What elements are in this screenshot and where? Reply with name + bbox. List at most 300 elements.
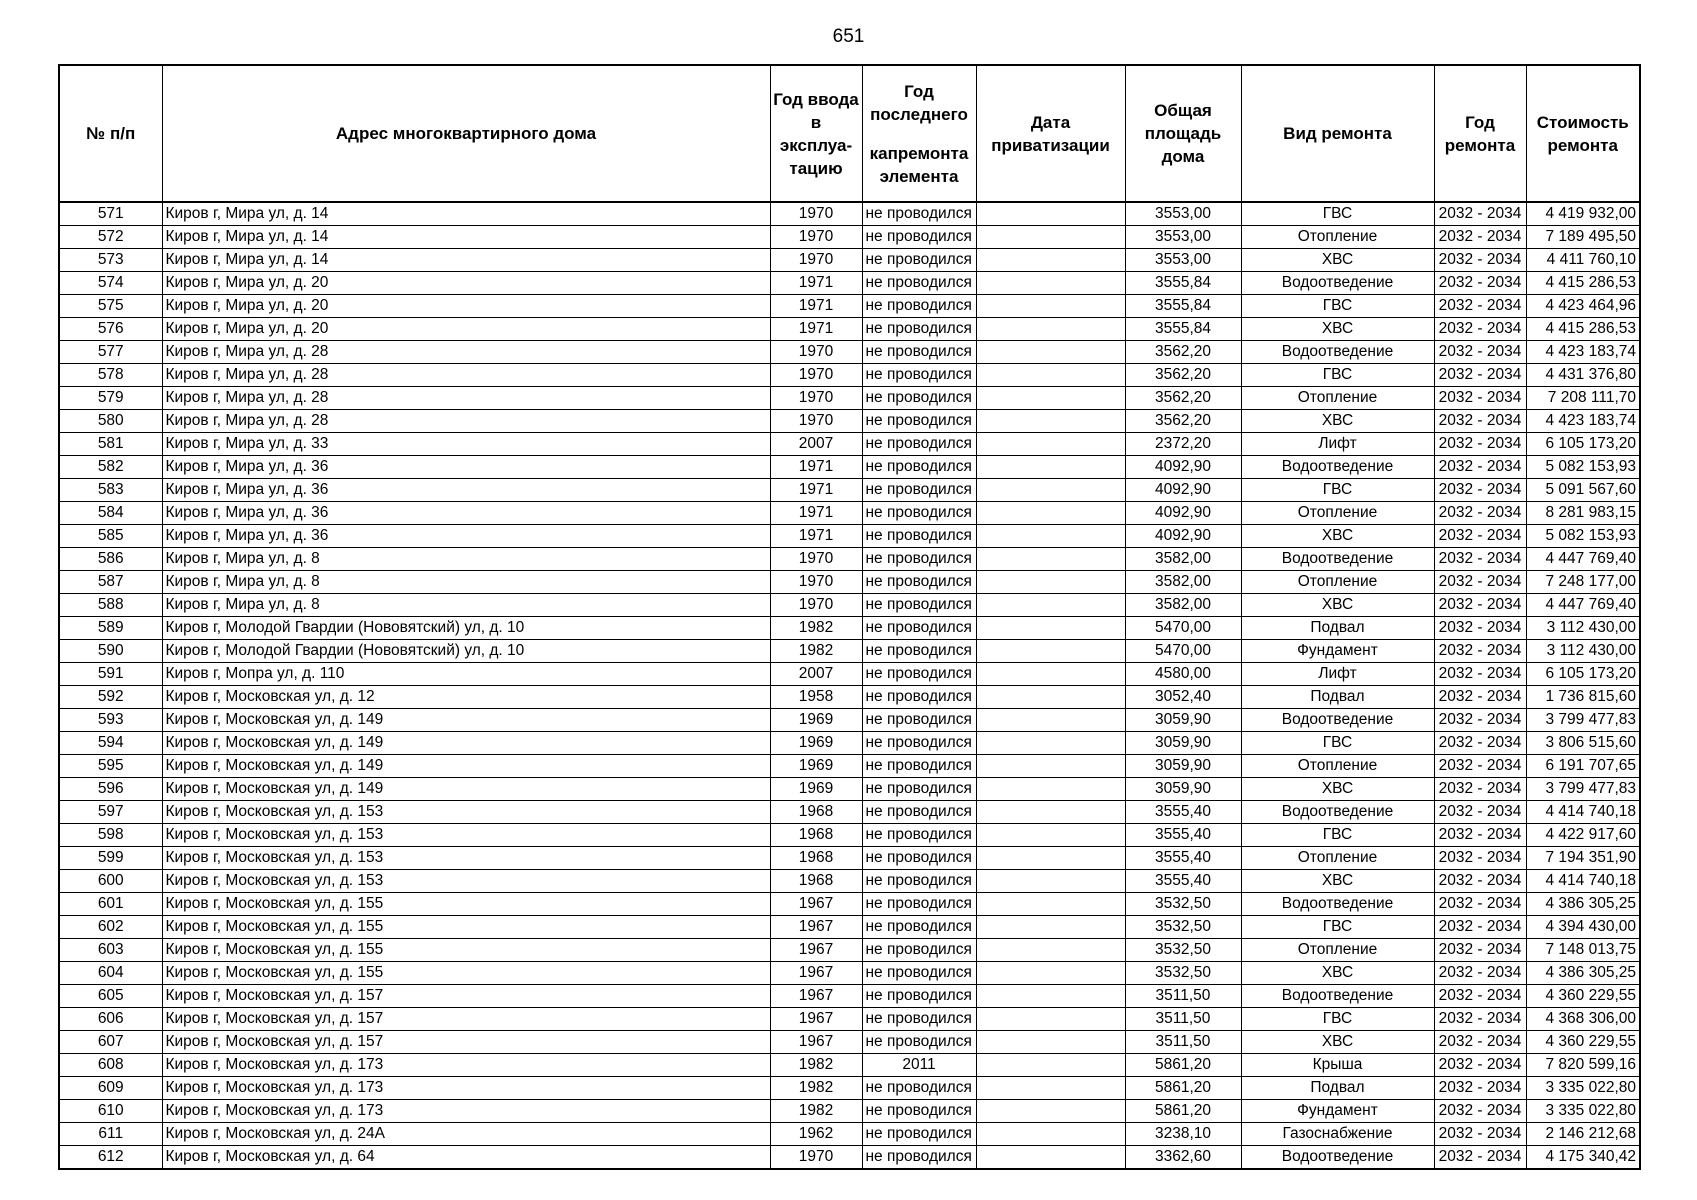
cell-num: 585 <box>59 525 162 548</box>
cell-repair-year: 2032 - 2034 <box>1434 663 1526 686</box>
cell-repair-type: Водоотведение <box>1241 456 1434 479</box>
cell-year-built: 1970 <box>770 387 862 410</box>
cell-year-built: 1969 <box>770 709 862 732</box>
cell-repair-year: 2032 - 2034 <box>1434 801 1526 824</box>
cell-privatization <box>976 1123 1125 1146</box>
table-row <box>59 663 1640 686</box>
cell-year-built: 1971 <box>770 479 862 502</box>
table-row <box>59 686 1640 709</box>
cell-repair-type: ГВС <box>1241 916 1434 939</box>
cell-area: 3555,84 <box>1125 272 1241 295</box>
cell-area: 3582,00 <box>1125 594 1241 617</box>
cell-year-built: 1970 <box>770 1146 862 1170</box>
cell-repair-year: 2032 - 2034 <box>1434 824 1526 847</box>
cell-num: 578 <box>59 364 162 387</box>
cell-privatization <box>976 295 1125 318</box>
cell-year-built: 1968 <box>770 847 862 870</box>
cell-repair-type: Газоснабжение <box>1241 1123 1434 1146</box>
cell-year-built: 1968 <box>770 824 862 847</box>
cell-repair-type: Водоотведение <box>1241 709 1434 732</box>
table-row <box>59 939 1640 962</box>
cell-num: 607 <box>59 1031 162 1054</box>
cell-address: Киров г, Молодой Гвардии (Нововятский) ул, д. 10 <box>162 617 770 640</box>
cell-repair-type: Отопление <box>1241 387 1434 410</box>
cell-repair-type: ХВС <box>1241 410 1434 433</box>
cell-cost: 4 415 286,53 <box>1526 318 1640 341</box>
cell-last-repair: не проводился <box>862 709 976 732</box>
cell-privatization <box>976 778 1125 801</box>
cell-privatization <box>976 456 1125 479</box>
cell-privatization <box>976 341 1125 364</box>
cell-num: 574 <box>59 272 162 295</box>
cell-num: 593 <box>59 709 162 732</box>
cell-cost: 4 415 286,53 <box>1526 272 1640 295</box>
cell-year-built: 1971 <box>770 456 862 479</box>
cell-privatization <box>976 272 1125 295</box>
cell-repair-year: 2032 - 2034 <box>1434 548 1526 571</box>
cell-repair-type: Лифт <box>1241 663 1434 686</box>
cell-area: 3553,00 <box>1125 226 1241 249</box>
cell-privatization <box>976 571 1125 594</box>
table-row <box>59 893 1640 916</box>
cell-area: 2372,20 <box>1125 433 1241 456</box>
cell-cost: 4 423 183,74 <box>1526 341 1640 364</box>
cell-address: Киров г, Мопра ул, д. 110 <box>162 663 770 686</box>
cell-address: Киров г, Московская ул, д. 149 <box>162 709 770 732</box>
cell-last-repair: не проводился <box>862 479 976 502</box>
cell-privatization <box>976 1008 1125 1031</box>
cell-repair-type: Водоотведение <box>1241 985 1434 1008</box>
cell-address: Киров г, Мира ул, д. 20 <box>162 295 770 318</box>
cell-area: 3553,00 <box>1125 202 1241 226</box>
cell-repair-year: 2032 - 2034 <box>1434 456 1526 479</box>
cell-year-built: 2007 <box>770 433 862 456</box>
cell-num: 575 <box>59 295 162 318</box>
table-row <box>59 202 1640 226</box>
cell-area: 3059,90 <box>1125 755 1241 778</box>
cell-address: Киров г, Мира ул, д. 28 <box>162 364 770 387</box>
cell-area: 3562,20 <box>1125 364 1241 387</box>
cell-repair-type: Подвал <box>1241 686 1434 709</box>
cell-area: 4092,90 <box>1125 525 1241 548</box>
cell-privatization <box>976 525 1125 548</box>
cell-privatization <box>976 1100 1125 1123</box>
cell-cost: 2 146 212,68 <box>1526 1123 1640 1146</box>
cell-cost: 7 248 177,00 <box>1526 571 1640 594</box>
cell-repair-year: 2032 - 2034 <box>1434 732 1526 755</box>
cell-repair-type: ХВС <box>1241 1031 1434 1054</box>
cell-area: 3555,40 <box>1125 801 1241 824</box>
cell-repair-year: 2032 - 2034 <box>1434 341 1526 364</box>
cell-last-repair: не проводился <box>862 202 976 226</box>
cell-repair-year: 2032 - 2034 <box>1434 202 1526 226</box>
cell-repair-year: 2032 - 2034 <box>1434 1123 1526 1146</box>
cell-repair-type: ГВС <box>1241 732 1434 755</box>
table-row <box>59 709 1640 732</box>
cell-address: Киров г, Мира ул, д. 14 <box>162 226 770 249</box>
page-number: 651 <box>832 26 865 47</box>
cell-last-repair: не проводился <box>862 571 976 594</box>
cell-privatization <box>976 663 1125 686</box>
cell-area: 3532,50 <box>1125 893 1241 916</box>
cell-num: 582 <box>59 456 162 479</box>
cell-last-repair: не проводился <box>862 640 976 663</box>
cell-num: 588 <box>59 594 162 617</box>
cell-last-repair: не проводился <box>862 939 976 962</box>
table-row <box>59 1100 1640 1123</box>
cell-repair-type: Подвал <box>1241 1077 1434 1100</box>
cell-year-built: 1971 <box>770 502 862 525</box>
cell-num: 604 <box>59 962 162 985</box>
cell-last-repair: не проводился <box>862 1100 976 1123</box>
cell-privatization <box>976 1077 1125 1100</box>
cell-area: 3562,20 <box>1125 387 1241 410</box>
cell-address: Киров г, Московская ул, д. 149 <box>162 755 770 778</box>
cell-num: 599 <box>59 847 162 870</box>
cell-year-built: 1968 <box>770 870 862 893</box>
cell-privatization <box>976 801 1125 824</box>
cell-last-repair: не проводился <box>862 893 976 916</box>
cell-last-repair: 2011 <box>862 1054 976 1077</box>
cell-year-built: 1969 <box>770 778 862 801</box>
cell-last-repair: не проводился <box>862 801 976 824</box>
cell-num: 603 <box>59 939 162 962</box>
cell-privatization <box>976 824 1125 847</box>
cell-repair-year: 2032 - 2034 <box>1434 1031 1526 1054</box>
cell-privatization <box>976 364 1125 387</box>
cell-area: 3238,10 <box>1125 1123 1241 1146</box>
cell-num: 595 <box>59 755 162 778</box>
cell-repair-year: 2032 - 2034 <box>1434 594 1526 617</box>
cell-last-repair: не проводился <box>862 732 976 755</box>
cell-area: 5861,20 <box>1125 1077 1241 1100</box>
header-area: Общая площадь дома <box>1125 65 1241 202</box>
cell-last-repair: не проводился <box>862 870 976 893</box>
table-row <box>59 249 1640 272</box>
cell-num: 581 <box>59 433 162 456</box>
cell-address: Киров г, Московская ул, д. 64 <box>162 1146 770 1170</box>
header-row <box>59 65 1640 202</box>
cell-last-repair: не проводился <box>862 364 976 387</box>
cell-repair-year: 2032 - 2034 <box>1434 916 1526 939</box>
table-row <box>59 1077 1640 1100</box>
cell-area: 4092,90 <box>1125 479 1241 502</box>
header-address: Адрес многоквартирного дома <box>162 65 770 202</box>
cell-cost: 3 799 477,83 <box>1526 778 1640 801</box>
cell-address: Киров г, Мира ул, д. 8 <box>162 548 770 571</box>
cell-repair-year: 2032 - 2034 <box>1434 778 1526 801</box>
cell-address: Киров г, Московская ул, д. 24А <box>162 1123 770 1146</box>
cell-cost: 7 820 599,16 <box>1526 1054 1640 1077</box>
header-repair-type: Вид ремонта <box>1241 65 1434 202</box>
cell-address: Киров г, Московская ул, д. 149 <box>162 732 770 755</box>
cell-repair-type: ХВС <box>1241 525 1434 548</box>
cell-privatization <box>976 249 1125 272</box>
cell-address: Киров г, Московская ул, д. 155 <box>162 939 770 962</box>
cell-year-built: 1967 <box>770 916 862 939</box>
cell-cost: 3 806 515,60 <box>1526 732 1640 755</box>
cell-last-repair: не проводился <box>862 962 976 985</box>
cell-area: 3511,50 <box>1125 1008 1241 1031</box>
cell-last-repair: не проводился <box>862 341 976 364</box>
cell-num: 612 <box>59 1146 162 1170</box>
cell-privatization <box>976 755 1125 778</box>
cell-cost: 5 091 567,60 <box>1526 479 1640 502</box>
cell-area: 3511,50 <box>1125 985 1241 1008</box>
cell-last-repair: не проводился <box>862 295 976 318</box>
cell-repair-type: ГВС <box>1241 364 1434 387</box>
cell-last-repair: не проводился <box>862 502 976 525</box>
cell-cost: 4 175 340,42 <box>1526 1146 1640 1170</box>
cell-area: 4092,90 <box>1125 456 1241 479</box>
cell-privatization <box>976 893 1125 916</box>
cell-repair-type: ГВС <box>1241 824 1434 847</box>
cell-year-built: 1970 <box>770 571 862 594</box>
cell-year-built: 1968 <box>770 801 862 824</box>
cell-repair-year: 2032 - 2034 <box>1434 479 1526 502</box>
cell-area: 3562,20 <box>1125 341 1241 364</box>
cell-repair-year: 2032 - 2034 <box>1434 893 1526 916</box>
cell-num: 605 <box>59 985 162 1008</box>
cell-repair-year: 2032 - 2034 <box>1434 755 1526 778</box>
cell-area: 3555,40 <box>1125 847 1241 870</box>
cell-year-built: 1970 <box>770 594 862 617</box>
cell-repair-year: 2032 - 2034 <box>1434 1077 1526 1100</box>
cell-address: Киров г, Мира ул, д. 14 <box>162 202 770 226</box>
cell-repair-type: ГВС <box>1241 295 1434 318</box>
cell-area: 3532,50 <box>1125 962 1241 985</box>
cell-repair-type: ХВС <box>1241 778 1434 801</box>
cell-address: Киров г, Московская ул, д. 149 <box>162 778 770 801</box>
table-row <box>59 364 1640 387</box>
cell-cost: 4 360 229,55 <box>1526 1031 1640 1054</box>
table-row <box>59 548 1640 571</box>
cell-year-built: 1967 <box>770 1008 862 1031</box>
cell-year-built: 1971 <box>770 295 862 318</box>
cell-cost: 4 431 376,80 <box>1526 364 1640 387</box>
cell-privatization <box>976 410 1125 433</box>
cell-privatization <box>976 479 1125 502</box>
cell-area: 3555,84 <box>1125 318 1241 341</box>
table-row <box>59 502 1640 525</box>
cell-address: Киров г, Мира ул, д. 20 <box>162 318 770 341</box>
cell-repair-type: Подвал <box>1241 617 1434 640</box>
cell-year-built: 1967 <box>770 985 862 1008</box>
table-row <box>59 318 1640 341</box>
cell-cost: 3 112 430,00 <box>1526 640 1640 663</box>
table-row <box>59 801 1640 824</box>
cell-address: Киров г, Мира ул, д. 8 <box>162 594 770 617</box>
cell-cost: 4 368 306,00 <box>1526 1008 1640 1031</box>
cell-cost: 7 194 351,90 <box>1526 847 1640 870</box>
cell-address: Киров г, Молодой Гвардии (Нововятский) ул, д. 10 <box>162 640 770 663</box>
cell-address: Киров г, Московская ул, д. 155 <box>162 893 770 916</box>
cell-repair-year: 2032 - 2034 <box>1434 433 1526 456</box>
cell-repair-type: Водоотведение <box>1241 1146 1434 1170</box>
cell-repair-year: 2032 - 2034 <box>1434 870 1526 893</box>
cell-num: 571 <box>59 202 162 226</box>
cell-num: 580 <box>59 410 162 433</box>
cell-area: 3532,50 <box>1125 939 1241 962</box>
cell-last-repair: не проводился <box>862 1031 976 1054</box>
cell-cost: 7 208 111,70 <box>1526 387 1640 410</box>
cell-privatization <box>976 226 1125 249</box>
cell-repair-year: 2032 - 2034 <box>1434 985 1526 1008</box>
cell-num: 584 <box>59 502 162 525</box>
cell-address: Киров г, Мира ул, д. 8 <box>162 571 770 594</box>
cell-privatization <box>976 640 1125 663</box>
table-row <box>59 410 1640 433</box>
cell-last-repair: не проводился <box>862 249 976 272</box>
table-row <box>59 295 1640 318</box>
cell-num: 598 <box>59 824 162 847</box>
cell-repair-type: ХВС <box>1241 594 1434 617</box>
cell-year-built: 1970 <box>770 548 862 571</box>
cell-num: 602 <box>59 916 162 939</box>
cell-repair-type: Отопление <box>1241 226 1434 249</box>
cell-last-repair: не проводился <box>862 916 976 939</box>
cell-num: 573 <box>59 249 162 272</box>
cell-cost: 4 423 464,96 <box>1526 295 1640 318</box>
table-row <box>59 1031 1640 1054</box>
cell-repair-type: ГВС <box>1241 1008 1434 1031</box>
cell-repair-type: ГВС <box>1241 479 1434 502</box>
header-year-built: Год ввода в эксплуа-тацию <box>770 65 862 202</box>
repair-registry-table <box>58 64 1641 1170</box>
cell-repair-year: 2032 - 2034 <box>1434 272 1526 295</box>
cell-year-built: 1967 <box>770 962 862 985</box>
table-row <box>59 272 1640 295</box>
cell-repair-type: Фундамент <box>1241 1100 1434 1123</box>
cell-repair-year: 2032 - 2034 <box>1434 318 1526 341</box>
table-row <box>59 525 1640 548</box>
cell-privatization <box>976 709 1125 732</box>
cell-repair-type: Отопление <box>1241 847 1434 870</box>
cell-address: Киров г, Мира ул, д. 36 <box>162 502 770 525</box>
cell-area: 3511,50 <box>1125 1031 1241 1054</box>
cell-address: Киров г, Мира ул, д. 28 <box>162 341 770 364</box>
cell-year-built: 1970 <box>770 249 862 272</box>
cell-repair-type: Отопление <box>1241 571 1434 594</box>
cell-address: Киров г, Московская ул, д. 173 <box>162 1100 770 1123</box>
cell-repair-year: 2032 - 2034 <box>1434 939 1526 962</box>
cell-year-built: 1969 <box>770 732 862 755</box>
cell-cost: 3 112 430,00 <box>1526 617 1640 640</box>
cell-num: 583 <box>59 479 162 502</box>
cell-year-built: 1971 <box>770 318 862 341</box>
cell-num: 608 <box>59 1054 162 1077</box>
table-row <box>59 594 1640 617</box>
cell-repair-type: Водоотведение <box>1241 548 1434 571</box>
cell-address: Киров г, Мира ул, д. 36 <box>162 456 770 479</box>
cell-address: Киров г, Мира ул, д. 36 <box>162 479 770 502</box>
table-body <box>59 202 1640 1169</box>
table-row <box>59 433 1640 456</box>
cell-last-repair: не проводился <box>862 548 976 571</box>
cell-repair-type: ГВС <box>1241 202 1434 226</box>
cell-year-built: 1967 <box>770 1031 862 1054</box>
cell-repair-year: 2032 - 2034 <box>1434 226 1526 249</box>
cell-address: Киров г, Московская ул, д. 155 <box>162 962 770 985</box>
table-row <box>59 341 1640 364</box>
table-row <box>59 732 1640 755</box>
table-row <box>59 1054 1640 1077</box>
cell-year-built: 1962 <box>770 1123 862 1146</box>
cell-last-repair: не проводился <box>862 1008 976 1031</box>
cell-cost: 4 386 305,25 <box>1526 962 1640 985</box>
cell-cost: 4 447 769,40 <box>1526 594 1640 617</box>
cell-last-repair: не проводился <box>862 985 976 1008</box>
cell-privatization <box>976 617 1125 640</box>
table-row <box>59 226 1640 249</box>
cell-repair-type: Фундамент <box>1241 640 1434 663</box>
header-cost: Стоимость ремонта <box>1526 65 1640 202</box>
cell-area: 3362,60 <box>1125 1146 1241 1170</box>
cell-area: 3555,40 <box>1125 824 1241 847</box>
header-last-repair-bottom: капремонта элемента <box>869 143 969 186</box>
cell-repair-year: 2032 - 2034 <box>1434 1008 1526 1031</box>
cell-repair-year: 2032 - 2034 <box>1434 1100 1526 1123</box>
cell-year-built: 1970 <box>770 341 862 364</box>
cell-cost: 7 189 495,50 <box>1526 226 1640 249</box>
cell-area: 3052,40 <box>1125 686 1241 709</box>
cell-area: 3059,90 <box>1125 709 1241 732</box>
cell-address: Киров г, Московская ул, д. 155 <box>162 916 770 939</box>
cell-area: 3562,20 <box>1125 410 1241 433</box>
cell-repair-year: 2032 - 2034 <box>1434 847 1526 870</box>
cell-repair-year: 2032 - 2034 <box>1434 410 1526 433</box>
table-row <box>59 916 1640 939</box>
cell-num: 591 <box>59 663 162 686</box>
table-row <box>59 847 1640 870</box>
table-row <box>59 456 1640 479</box>
table-row <box>59 985 1640 1008</box>
cell-cost: 4 414 740,18 <box>1526 870 1640 893</box>
cell-privatization <box>976 318 1125 341</box>
cell-area: 3555,84 <box>1125 295 1241 318</box>
table-row <box>59 1123 1640 1146</box>
cell-privatization <box>976 1054 1125 1077</box>
cell-year-built: 1982 <box>770 640 862 663</box>
cell-last-repair: не проводился <box>862 318 976 341</box>
cell-address: Киров г, Мира ул, д. 33 <box>162 433 770 456</box>
cell-repair-type: Отопление <box>1241 755 1434 778</box>
cell-num: 579 <box>59 387 162 410</box>
cell-privatization <box>976 387 1125 410</box>
header-num: № п/п <box>59 65 162 202</box>
cell-privatization <box>976 594 1125 617</box>
cell-privatization <box>976 433 1125 456</box>
cell-num: 572 <box>59 226 162 249</box>
table-row <box>59 617 1640 640</box>
header-last-repair <box>862 65 976 202</box>
cell-last-repair: не проводился <box>862 778 976 801</box>
cell-year-built: 2007 <box>770 663 862 686</box>
cell-area: 3059,90 <box>1125 778 1241 801</box>
cell-address: Киров г, Мира ул, д. 36 <box>162 525 770 548</box>
cell-area: 3582,00 <box>1125 548 1241 571</box>
cell-repair-year: 2032 - 2034 <box>1434 387 1526 410</box>
table-row <box>59 778 1640 801</box>
cell-privatization <box>976 870 1125 893</box>
cell-repair-type: ХВС <box>1241 318 1434 341</box>
cell-cost: 4 423 183,74 <box>1526 410 1640 433</box>
cell-privatization <box>976 202 1125 226</box>
cell-year-built: 1970 <box>770 410 862 433</box>
cell-repair-year: 2032 - 2034 <box>1434 571 1526 594</box>
cell-year-built: 1971 <box>770 525 862 548</box>
cell-num: 592 <box>59 686 162 709</box>
